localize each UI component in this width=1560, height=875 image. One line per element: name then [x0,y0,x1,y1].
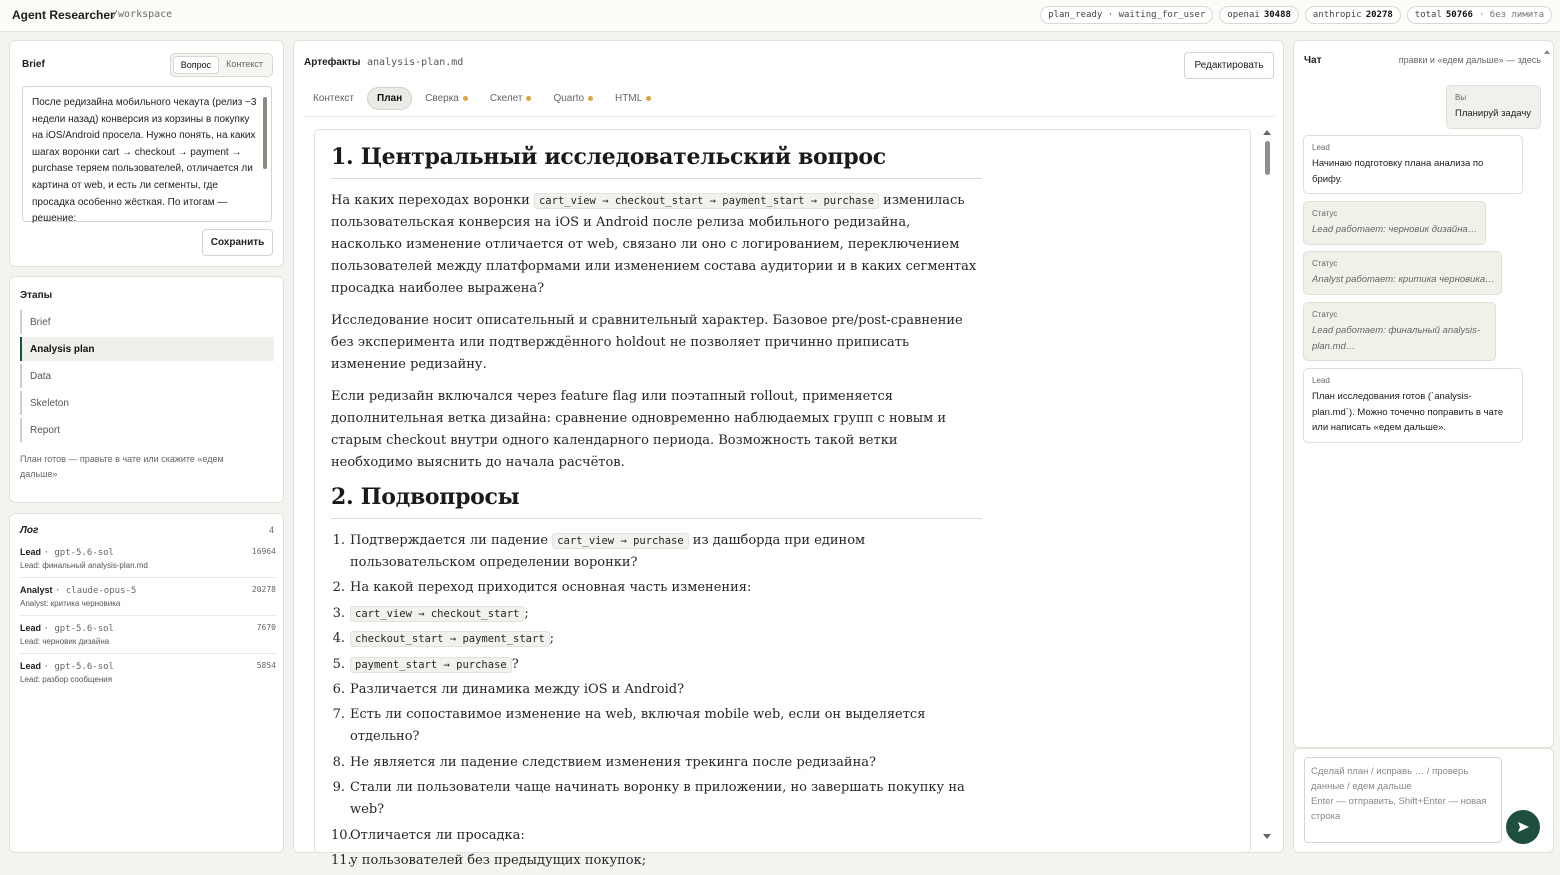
log-row[interactable] [20,618,276,654]
message-author: Lead [1312,143,1330,152]
heading-central-question: 1. Центральный исследовательский вопрос [331,144,982,179]
chat-input[interactable]: Сделай план / исправь … / проверь данные / едем дальше Enter — отправить, Shift+Enter — новая строка [1304,757,1502,843]
tab-context[interactable] [304,88,363,109]
log-agent [20,623,114,634]
text: Не является ли падение следствием изменения трекинга после редизайна? [350,754,876,770]
list-item [331,654,982,676]
message-text: План исследования готов (`analysis-plan.md`). Можно точечно поправить в чате или написать «едем дальше». [1312,391,1504,433]
status-message [1303,302,1496,361]
triangle-up-icon[interactable] [1543,49,1551,56]
message-text: Lead работает: финальный analysis-plan.md… [1312,325,1481,352]
document-scrollbar[interactable] [1262,129,1272,841]
log-model: · gpt-5.6-sol [43,548,114,558]
anthropic-value: 20278 [1365,10,1393,20]
artifacts-title: Артефакты [304,57,361,68]
log-row[interactable] [20,580,276,616]
stages-note: План готов — правьте в чате или скажите «едем дальше» [20,454,224,479]
text: ? [511,656,519,672]
log-model: · claude-opus-5 [55,586,137,596]
stage-report[interactable]: Report [20,418,274,442]
save-button[interactable]: Сохранить [202,229,273,256]
message-author: Статус [1312,209,1338,218]
brief-title: Brief [22,59,45,70]
artifact-tabs [304,87,660,110]
tab-quarto[interactable] [544,88,602,109]
log-model: · gpt-5.6-sol [43,662,114,672]
anthropic-tokens-badge [1305,6,1401,24]
text: Отличается ли просадка: [350,827,525,843]
text: Подтверждается ли падение [350,533,553,548]
stage-analysis-plan[interactable]: Analysis plan [20,337,274,361]
pending-dot-icon [463,96,468,101]
log-description: Analyst: критика черновика [20,599,121,608]
brief-panel [9,40,284,267]
document-view[interactable] [314,129,1251,868]
text: На какой переход приходится основная часть изменения: [350,580,752,596]
item-number: 10. [331,827,352,843]
log-title: Лог [20,525,39,536]
tab-context[interactable]: Контекст [226,59,263,69]
list-item [331,850,982,872]
message-author: Lead [1312,376,1330,385]
tab-label: Контекст [313,93,355,104]
state-text: plan_ready · waiting_for_user [1048,10,1206,20]
tab-question[interactable]: Вопрос [173,56,219,74]
list-item [331,704,982,748]
message-author: Статус [1312,259,1338,268]
log-tokens: 16964 [251,547,276,556]
tab-label: Сверка [425,93,459,104]
item-number: 6. [332,681,345,697]
log-tokens: 5854 [256,661,276,670]
send-arrow-icon [1516,820,1530,834]
list-item [331,752,982,774]
tab-label: Скелет [489,93,523,104]
chat-composer [1293,748,1554,853]
tab-reconciliation[interactable] [416,88,477,109]
message-text: Начинаю подготовку плана анализа по брифу. [1312,158,1484,185]
state-badge [1040,6,1213,24]
item-number: 4. [332,631,345,647]
stage-brief[interactable]: Brief [20,310,274,334]
item-number: 9. [332,780,345,796]
text: из дашборда при едином пользовательском определении воронки? [350,533,866,570]
document-content [331,144,982,875]
chat-panel [1293,40,1554,748]
total-label: total [1414,10,1442,20]
brief-scroll-thumb[interactable] [263,97,267,169]
item-number: 5. [332,656,345,672]
brief-textarea[interactable] [22,86,272,225]
text: изменилась пользовательская конверсия на iOS и Android после релиза мобильного редизайна, насколько изменение отличается от web, связано ли оно с логированием, переключением пользователей между платформами или изменением состава аудитории и в каких сегментах просадка наиболее выражена? [331,193,977,296]
stages-title: Этапы [20,290,53,301]
text: у пользователей без предыдущих покупок; [350,852,647,868]
log-description: Lead: черновик дизайна [20,637,110,646]
limit-text: · без лимита [1478,10,1544,20]
send-button[interactable] [1506,810,1540,844]
log-row[interactable] [20,542,276,578]
log-panel [9,513,284,853]
triangle-up-icon[interactable] [1262,129,1272,137]
log-agent [20,661,114,672]
message-text: Lead работает: черновик дизайна… [1312,224,1478,235]
openai-tokens-badge [1219,6,1299,24]
text: ; [524,605,529,621]
chat-hint: правки и «едем дальше» — здесь [1398,55,1541,65]
document-scroll-thumb[interactable] [1265,141,1270,175]
stage-data[interactable]: Data [20,364,274,388]
text: На каких переходах воронки [331,193,534,208]
total-value: 50766 [1445,10,1473,20]
tab-label: План [377,93,403,104]
lead-message [1303,368,1523,443]
status-message [1303,201,1486,245]
user-message [1446,85,1541,129]
paragraph: Если редизайн включался через feature flag или поэтапный rollout, применяется дополнительная ветка дизайна: сравнение одновременно наблюдаемых групп с новым и старым checkout внутри одного календарного периода. Возможность такой ветки необходимо выяснить до начала расчётов. [331,389,947,470]
log-agent [20,585,136,596]
log-agent-name: Analyst [20,585,53,595]
text: ; [549,631,555,647]
tab-html[interactable] [606,88,660,109]
inline-code: checkout_start → payment_start [350,631,550,647]
subquestions-list [331,530,982,872]
paragraph [331,190,982,300]
inline-code: cart_view → checkout_start [350,606,524,622]
artifact-filename: analysis-plan.md [367,57,464,68]
item-number: 8. [332,754,345,770]
log-agent-name: Lead [20,661,42,671]
item-number: 11. [331,852,352,868]
openai-value: 30488 [1263,10,1291,20]
tabs-divider [304,116,1274,117]
paragraph: Исследование носит описательный и сравнительный характер. Базовое pre/post-сравнение без эксперимента или подтверждённого holdout не позволяет причинно приписать изменение редизайну. [331,313,963,372]
item-number: 1. [332,533,345,548]
list-item [331,530,982,574]
status-message [1303,251,1502,295]
artifacts-panel [293,40,1284,868]
anthropic-label: anthropic [1312,10,1362,20]
list-item [331,603,982,625]
lead-message [1303,135,1523,194]
text: Есть ли сопоставимое изменение на web, включая mobile web, если он выделяется отдельно? [350,707,926,745]
heading-subquestions: 2. Подвопросы [331,484,982,519]
message-author: Вы [1455,93,1467,102]
message-text: Analyst работает: критика черновика… [1312,274,1495,285]
list-item [331,577,982,599]
text: Стали ли пользователи чаще начинать воронку в приложении, но завершать покупку на web? [350,780,965,818]
tab-plan[interactable] [367,87,412,110]
message-author: Статус [1312,310,1338,319]
stages-panel [9,276,284,503]
edit-button[interactable]: Редактировать [1184,52,1274,79]
log-description: Lead: финальный analysis-plan.md [20,561,148,570]
top-bar [0,0,1560,32]
tab-skeleton[interactable] [481,88,541,109]
brief-text: После редизайна мобильного чекаута (релиз ~3 недели назад) конверсия из корзины в покупку на iOS/Android просела. Нужно понять, на каких шагах воронки cart → checkout → payment → purchase теряем пользователей, отличается ли картина от web, и есть ли сегменты, где просадка особенно жёсткая. По итогам — решение: [32,97,257,225]
log-tokens: 7670 [256,623,276,632]
brief-scrollbar[interactable] [261,89,269,219]
list-item [331,628,982,650]
total-tokens-badge [1407,6,1552,24]
chat-scrollbar[interactable] [1543,49,1551,741]
inline-code: payment_start → purchase [350,657,512,673]
log-agent-name: Lead [20,547,42,557]
list-item [331,777,982,821]
status-pills [1040,6,1552,24]
log-description: Lead: разбор сообщения [20,675,113,684]
tab-label: HTML [615,93,643,104]
tab-label: Quarto [553,93,585,104]
triangle-down-icon[interactable] [1262,832,1272,840]
log-count: 4 [268,525,274,535]
stage-skeleton[interactable]: Skeleton [20,391,274,415]
text: Различается ли динамика между iOS и Android? [350,681,685,697]
chat-title: Чат [1304,55,1322,66]
app-title: Agent Researcher [12,8,115,22]
brief-tab-switch [170,53,273,77]
log-model: · gpt-5.6-sol [43,624,114,634]
inline-code: cart_view → checkout_start → payment_start → purchase [534,193,879,209]
log-tokens: 20278 [251,585,276,594]
list-item [331,679,982,701]
pending-dot-icon [588,96,593,101]
pending-dot-icon [646,96,651,101]
log-agent-name: Lead [20,623,42,633]
openai-label: openai [1227,10,1260,20]
pending-dot-icon [526,96,531,101]
message-text: Планируй задачу [1455,108,1532,119]
item-number: 3. [332,605,345,621]
log-row[interactable] [20,656,276,692]
list-item [331,825,982,847]
app-path: /workspace [112,9,173,20]
item-number: 2. [332,580,345,596]
log-agent [20,547,114,558]
inline-code: cart_view → purchase [552,533,688,549]
item-number: 7. [332,707,345,723]
